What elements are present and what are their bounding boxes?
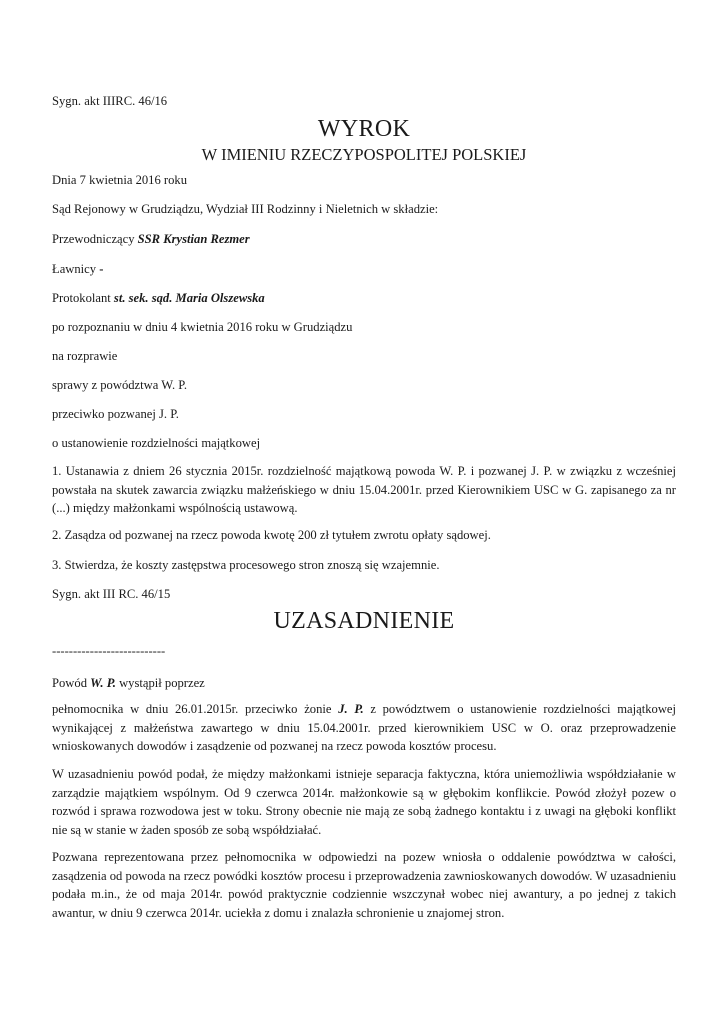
plaintiff-line: [52, 676, 205, 691]
verdict-point-2: 2. Zasądza od pozwanej na rzecz powoda kwotę 200 zł tytułem zwrotu opłaty sądowej.: [52, 528, 491, 542]
judgment-date: Dnia 7 kwietnia 2016 roku: [52, 173, 188, 187]
divider-line: ---------------------------: [52, 644, 166, 658]
para-1-post: z powództwem o ustanowienie rozdzielności majątkowej wynikającej z małżeństwa zawartego w dniu 15.04.2001r. przed kierownikiem USC w O. oraz przeprowadzenie wnioskowanych dowodów i zasądzenie od pozwanej na rzecz powoda kosztów procesu.: [52, 702, 676, 754]
judgment-subtitle: W IMIENIU RZECZYPOSPOLITEJ POLSKIEJ: [201, 145, 527, 164]
plaintiff-name: W. P.: [90, 676, 116, 690]
chair-line: [52, 232, 250, 247]
clerk-line: [52, 291, 265, 306]
lay-judges-value: -: [99, 262, 104, 276]
verdict-point-3: 3. Stwierdza, że koszty zastępstwa procesowego stron znoszą się wzajemnie.: [52, 558, 440, 572]
court-composition: Sąd Rejonowy w Grudziądzu, Wydział III Rodzinny i Nieletnich w składzie:: [52, 202, 439, 216]
para-1-name: J. P.: [338, 702, 364, 716]
lay-judges-label: Ławnicy: [52, 262, 100, 276]
chair-name: SSR Krystian Rezmer: [137, 232, 250, 246]
case-signature-2: Sygn. akt III RC. 46/15: [52, 587, 171, 601]
case-from-line: sprawy z powództwa W. P.: [52, 378, 188, 392]
para-1-pre: pełnomocnika w dniu 26.01.2015r. przeciwko żonie: [52, 702, 339, 716]
trial-line: na rozprawie: [52, 349, 118, 363]
justification-title: UZASADNIENIE: [273, 608, 455, 634]
clerk-label: Protokolant: [52, 291, 114, 305]
paragraph-2: W uzasadnieniu powód podał, że między małżonkami istnieje separacja faktyczna, która uniemożliwia współdziałanie w zarządzie majątkiem wspólnym. Od 9 czerwca 2014r. małżonkowie są w głębokim konflikcie. Powód złożył pozew o rozwód i sprawa rozwodowa jest w toku. Strony obecnie nie mają ze sobą żadnego kontaktu i z uwagi na głęboki konflikt nie są w stanie w żaden sposób ze sobą współdziałać.: [52, 767, 676, 837]
verdict-point-1: 1. Ustanawia z dniem 26 stycznia 2015r. rozdzielność majątkową powoda W. P. i pozwanej J. P. w związku z wcześniej powstała na skutek zawarcia związku małżeńskiego w dniu 15.04.2001r. przed Kierownikiem USC w G. zapisanego za nr (...) między małżonkami wspólnością ustawową.: [52, 464, 676, 516]
subject-line: o ustanowienie rozdzielności majątkowej: [52, 436, 261, 450]
case-signature: Sygn. akt IIIRC. 46/16: [52, 94, 168, 108]
lay-judges-line: [52, 262, 103, 277]
clerk-name: st. sek. sąd. Maria Olszewska: [113, 291, 265, 305]
against-line: przeciwko pozwanej J. P.: [52, 407, 179, 421]
paragraph-1: [52, 700, 676, 756]
plaintiff-pre: Powód: [52, 676, 91, 690]
plaintiff-post: wystąpił poprzez: [115, 676, 205, 690]
paragraph-3: Pozwana reprezentowana przez pełnomocnika w odpowiedzi na pozew wniosła o oddalenie powództwa w całości, zasądzenia od powoda na rzecz powódki kosztów procesu i przeprowadzenia zawnioskowanych dowodów. W uzasadnieniu podała m.in., że od maja 2014r. powód praktycznie codziennie wszczynał wobec niej awantury, a po jednej z takich awantur, w dniu 9 czerwca 2014r. uciekła z domu i znalazła schronienie u znajomej stron.: [52, 850, 676, 920]
judgment-title: WYROK: [317, 116, 411, 142]
hearing-line: po rozpoznaniu w dniu 4 kwietnia 2016 roku w Grudziądzu: [52, 320, 353, 334]
chair-label: Przewodniczący: [52, 232, 138, 246]
